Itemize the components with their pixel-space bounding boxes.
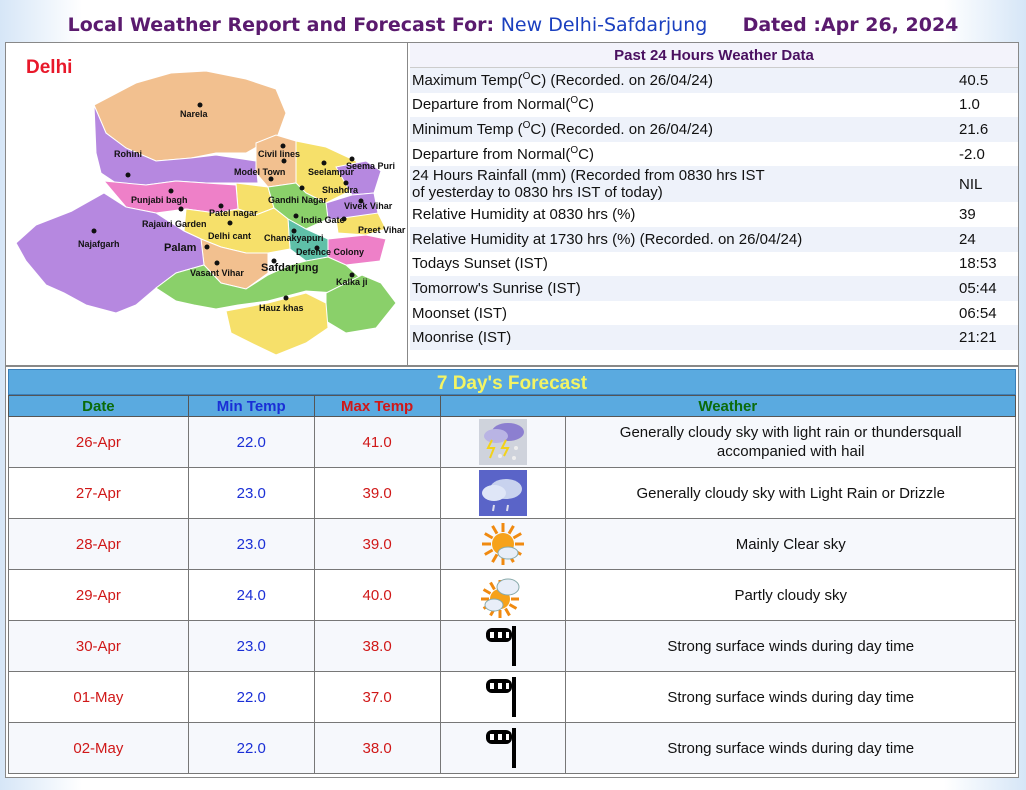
past-24h-value: 24 (959, 230, 976, 248)
forecast-row (9, 672, 1016, 723)
forecast-weather: Generally cloudy sky with Light Rain or Drizzle (566, 468, 1016, 519)
map-label-hauz-khas: Hauz khas (259, 303, 304, 313)
map-label-shahdra: Shahdra (322, 185, 359, 195)
map-label-seema-puri: Seema Puri (346, 161, 396, 171)
forecast-max-temp: 39.0 (314, 519, 440, 570)
forecast-max-temp: 38.0 (314, 723, 440, 774)
forecast-icon-cell (440, 570, 566, 621)
past-24h-label: Departure from Normal($^O$C) (412, 95, 594, 114)
forecast-weather: Mainly Clear sky (566, 519, 1016, 570)
top-panel (5, 42, 1019, 366)
past-24h-value: NIL (959, 175, 983, 193)
forecast-max-temp: 40.0 (314, 570, 440, 621)
past-24h-value: 05:44 (959, 279, 997, 297)
forecast-min-temp: 23.0 (188, 468, 314, 519)
forecast-row (9, 723, 1016, 774)
map-label-civil-lines: Civil lines (258, 149, 301, 159)
station-name: New Delhi-Safdarjung (500, 14, 708, 36)
forecast-weather: Generally cloudy sky with light rain or thundersquall accompanied with hail (566, 417, 1016, 468)
header-weather: Weather (440, 396, 1015, 417)
past-24h-row (410, 166, 1018, 202)
past-24h-value: 1.0 (959, 96, 980, 114)
map-label-delhi-cant: Delhi cant (208, 231, 252, 241)
past-24h-row (410, 301, 1018, 326)
past-24h-label: Relative Humidity at 0830 hrs (%) (412, 206, 636, 224)
past-24h-label: Minimum Temp ($^O$C) (Recorded. on 26/04/24) (412, 119, 713, 138)
map-title: Delhi (26, 57, 73, 78)
forecast-max-temp: 39.0 (314, 468, 440, 519)
past-24h-label: Maximum Temp($^O$C) (Recorded. on 26/04/24) (412, 70, 713, 89)
thunderstorm-hail-icon (478, 418, 528, 466)
forecast-max-temp: 41.0 (314, 417, 440, 468)
windsock-icon (478, 622, 528, 670)
forecast-max-temp: 37.0 (314, 672, 440, 723)
delhi-map-panel (6, 43, 408, 365)
map-label-safdarjung: Safdarjung (261, 262, 319, 274)
forecast-weather: Strong surface winds during day time (566, 621, 1016, 672)
past-24h-panel (410, 43, 1018, 365)
sun-cloud-icon (478, 571, 528, 619)
past-24h-row (410, 276, 1018, 301)
sun-small-cloud-icon (478, 520, 528, 568)
map-label-model-town: Model Town (234, 167, 286, 177)
map-label-gandhi-nagar: Gandhi Nagar (268, 195, 328, 205)
map-label-narela: Narela (180, 109, 208, 119)
forecast-icon-cell (440, 519, 566, 570)
forecast-min-temp: 24.0 (188, 570, 314, 621)
past-24h-row (410, 68, 1018, 93)
forecast-icon-cell (440, 417, 566, 468)
past-24h-row (410, 252, 1018, 277)
forecast-date: 01-May (9, 672, 189, 723)
header-min-temp: Min Temp (188, 396, 314, 417)
forecast-row (9, 417, 1016, 468)
forecast-icon-cell (440, 672, 566, 723)
forecast-title: 7 Day's Forecast (8, 369, 1016, 395)
forecast-header-row (9, 396, 1016, 417)
forecast-min-temp: 23.0 (188, 519, 314, 570)
past-24h-label: Moonset (IST) (412, 304, 508, 322)
map-label-rohini: Rohini (114, 149, 142, 159)
report-title: Local Weather Report and Forecast For: (67, 14, 495, 36)
forecast-icon-cell (440, 468, 566, 519)
past-24h-value: 21:21 (959, 329, 997, 347)
forecast-min-temp: 22.0 (188, 723, 314, 774)
forecast-row (9, 468, 1016, 519)
forecast-weather: Partly cloudy sky (566, 570, 1016, 621)
map-label-india-gate: India Gate (301, 215, 345, 225)
past-24h-label: Moonrise (IST) (412, 329, 512, 347)
windsock-icon (478, 724, 528, 772)
past-24h-value: 40.5 (959, 71, 989, 89)
cloud-drizzle-icon (478, 469, 528, 517)
past-24h-value: -2.0 (959, 145, 985, 163)
past-24h-value: 18:53 (959, 255, 997, 273)
header-max-temp: Max Temp (314, 396, 440, 417)
past-24h-row (410, 227, 1018, 252)
forecast-date: 29-Apr (9, 570, 189, 621)
past-24h-row (410, 325, 1018, 350)
forecast-table (8, 395, 1016, 774)
map-label-vivek-vihar: Vivek Vihar (344, 201, 393, 211)
report-header (0, 14, 1026, 36)
delhi-district-map (6, 43, 407, 365)
forecast-min-temp: 22.0 (188, 417, 314, 468)
past-24h-label: Todays Sunset (IST) (412, 255, 548, 273)
forecast-icon-cell (440, 621, 566, 672)
windsock-icon (478, 673, 528, 721)
past-24h-title: Past 24 Hours Weather Data (410, 43, 1018, 68)
map-label-punjabi-bagh: Punjabi bagh (131, 195, 188, 205)
forecast-max-temp: 38.0 (314, 621, 440, 672)
past-24h-table (410, 68, 1018, 350)
forecast-weather: Strong surface winds during day time (566, 672, 1016, 723)
map-label-najafgarh: Najafgarh (78, 239, 120, 249)
map-label-seelampur: Seelampur (308, 167, 355, 177)
forecast-panel (5, 366, 1019, 778)
map-label-chanakyapuri: Chanakyapuri (264, 233, 324, 243)
past-24h-label: Relative Humidity at 1730 hrs (%) (Recorded. on 26/04/24) (412, 230, 803, 248)
map-label-palam: Palam (164, 242, 197, 254)
map-label-patel-nagar: Patel nagar (209, 208, 258, 218)
map-label-vasant-vihar: Vasant Vihar (190, 268, 244, 278)
past-24h-label: 24 Hours Rainfall (mm) (Recorded from 0830 hrs IST of yesterday to 0830 hrs IST of today) (412, 167, 765, 202)
forecast-date: 27-Apr (9, 468, 189, 519)
forecast-date: 26-Apr (9, 417, 189, 468)
past-24h-label: Departure from Normal($^O$C) (412, 144, 594, 163)
map-label-defence-colony: Defence Colony (296, 247, 365, 257)
past-24h-value: 06:54 (959, 304, 997, 322)
forecast-min-temp: 22.0 (188, 672, 314, 723)
past-24h-label: Tomorrow's Sunrise (IST) (412, 279, 581, 297)
forecast-date: 30-Apr (9, 621, 189, 672)
past-24h-row (410, 117, 1018, 142)
forecast-icon-cell (440, 723, 566, 774)
map-label-kalka-ji: Kalka ji (336, 277, 368, 287)
past-24h-value: 21.6 (959, 120, 989, 138)
map-label-preet-vihar: Preet Vihar (358, 225, 406, 235)
forecast-row (9, 621, 1016, 672)
forecast-date: 28-Apr (9, 519, 189, 570)
forecast-date: 02-May (9, 723, 189, 774)
forecast-row (9, 570, 1016, 621)
past-24h-row (410, 202, 1018, 227)
past-24h-value: 39 (959, 206, 976, 224)
map-label-rajauri-garden: Rajauri Garden (142, 219, 207, 229)
past-24h-row (410, 93, 1018, 118)
forecast-weather: Strong surface winds during day time (566, 723, 1016, 774)
report-date: Dated :Apr 26, 2024 (742, 14, 959, 36)
forecast-row (9, 519, 1016, 570)
past-24h-row (410, 142, 1018, 167)
forecast-min-temp: 23.0 (188, 621, 314, 672)
header-date: Date (9, 396, 189, 417)
